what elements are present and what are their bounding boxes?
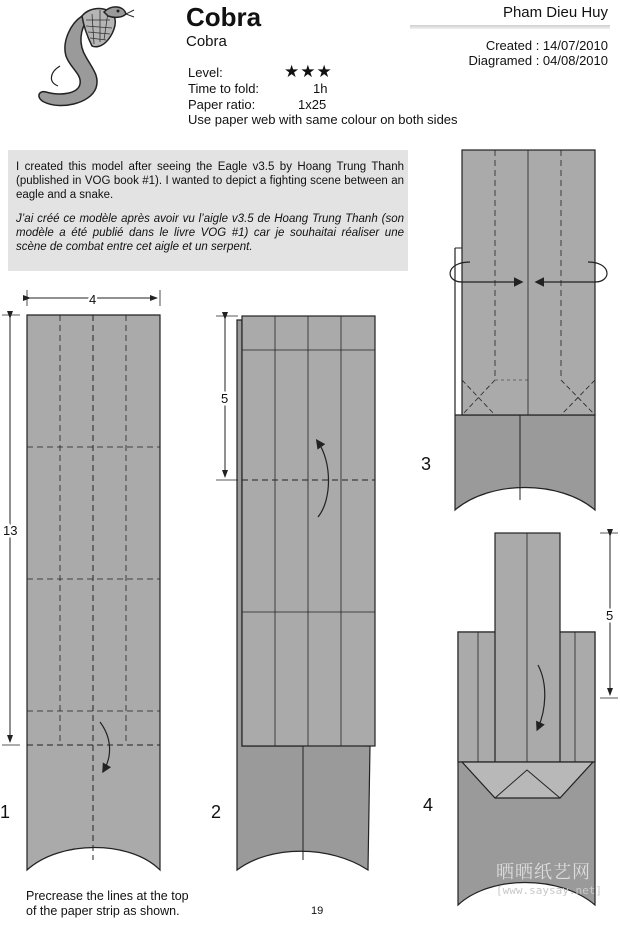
step-1-number: 1 [0, 802, 11, 822]
paper-note: Use paper web with same colour on both sides [188, 112, 458, 127]
author-name: Pham Dieu Huy [502, 4, 608, 21]
step-2-number: 2 [211, 802, 222, 822]
time-label: Time to fold: [188, 81, 260, 96]
step-4-diagram [458, 533, 618, 905]
step-1-instruction-line-1: Precrease the lines at the top [26, 889, 189, 903]
step-2-measure-label: 5 [221, 391, 229, 406]
page-title: Cobra [186, 2, 262, 32]
watermark-text: 晒晒纸艺网 [496, 862, 591, 882]
page-subtitle: Cobra [186, 33, 227, 50]
diagramed-date: Diagramed : 04/08/2010 [468, 53, 608, 68]
watermark-url: [www.saysay.net] [496, 884, 602, 897]
step-1-height-label: 13 [3, 523, 18, 538]
level-stars: ★★★ [284, 62, 333, 81]
step-1-width-label: 4 [89, 292, 97, 307]
step-4-number: 4 [423, 795, 434, 815]
page-number: 19 [311, 905, 324, 917]
intro-english: I created this model after seeing the Eagle v3.5 by Hoang Trung Thanh (published in VOG book #1). I wanted to depict a fighting scene between an eagle and a snake. [16, 161, 404, 201]
intro-french: J’ai créé ce modèle après avoir vu l’aigle v3.5 de Hoang Trung Thanh (son modèle a été publié dans le livre VOG #1) car je souhaitai réaliser une scène de combat entre cet aigle et un serpent. [16, 213, 404, 253]
step-3-diagram [450, 150, 607, 510]
step-3-number: 3 [421, 454, 432, 474]
step-4-measure-label: 5 [606, 608, 614, 623]
ratio-label: Paper ratio: [188, 97, 256, 112]
step-2-diagram [216, 316, 375, 870]
time-value: 1h [313, 81, 328, 96]
step-1-instruction-line-2: of the paper strip as shown. [26, 904, 180, 918]
created-date: Created : 14/07/2010 [485, 38, 608, 53]
level-label: Level: [188, 65, 223, 80]
ratio-value: 1x25 [298, 97, 327, 112]
step-1-diagram [2, 290, 160, 870]
